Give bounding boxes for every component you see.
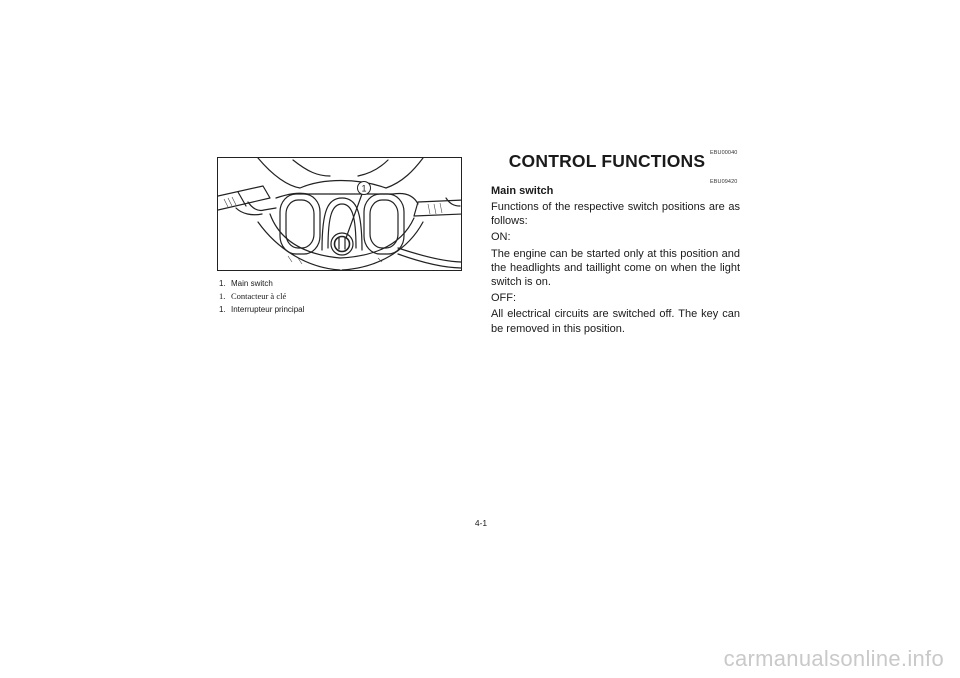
caption-number: 1. (219, 279, 226, 288)
on-label: ON: (491, 231, 511, 244)
caption-text: Interrupteur principal (231, 305, 305, 314)
section-code: EBU00040 (710, 150, 738, 156)
caption-number: 1. (219, 291, 226, 301)
figure-captions (219, 277, 479, 316)
subsection-title: Main switch (491, 185, 554, 197)
caption-french (219, 290, 479, 303)
watermark: carmanualsonline.info (723, 646, 944, 671)
main-switch-section (491, 184, 740, 338)
off-description: All electrical circuits are switched off. The key can be removed in this position. (491, 308, 740, 335)
on-description: The engine can be started only at this position and the headlights and taillight come on when the light switch is on. (491, 247, 740, 289)
caption-text: Main switch (231, 279, 273, 288)
intro-paragraph: Functions of the respective switch positions are as follows: (491, 201, 740, 228)
callout-number: 1 (361, 183, 367, 194)
main-switch-illustration (217, 157, 462, 271)
off-label: OFF: (491, 292, 517, 305)
caption-spanish (219, 303, 479, 316)
caption-number: 1. (219, 305, 226, 314)
handlebar-drawing (218, 158, 462, 271)
subsection-code: EBU09420 (710, 179, 738, 185)
section-title: CONTROL FUNCTIONS (508, 151, 706, 171)
caption-text: Contacteur à clé (231, 291, 287, 301)
page-number: 4-1 (474, 518, 488, 528)
caption-english (219, 277, 479, 290)
